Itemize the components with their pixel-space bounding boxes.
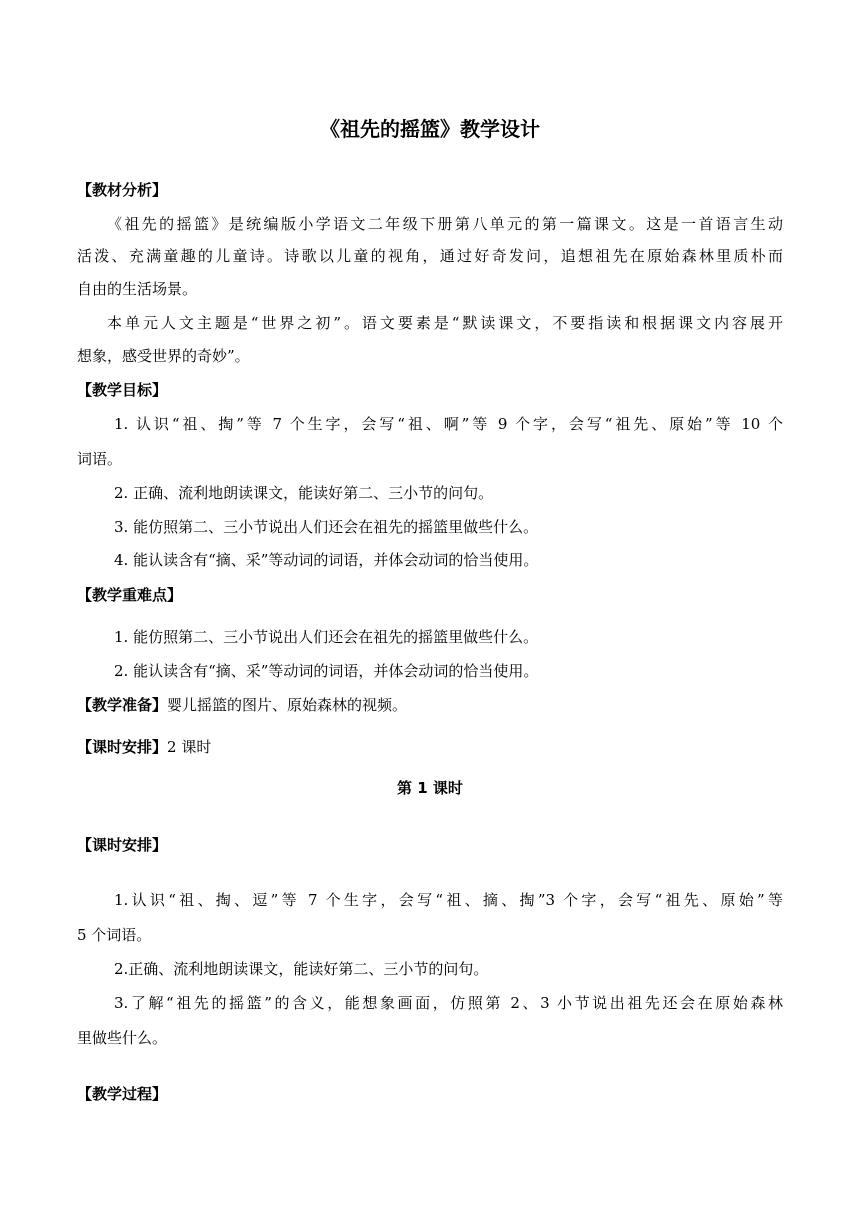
lesson-1-heading-schedule: 【课时安排】 bbox=[77, 836, 168, 854]
analysis-paragraph-2-line-1: 本单元人文主题是“世界之初”。语文要素是“默读课文，不要指读和根据课文内容展开 bbox=[107, 314, 783, 332]
section-heading-prep: 【教学准备】 bbox=[77, 696, 168, 714]
section-heading-keypoints: 【教学重难点】 bbox=[77, 586, 183, 604]
analysis-paragraph-1-line-1: 《祖先的摇篮》是统编版小学语文二年级下册第八单元的第一篇课文。这是一首语言生动 bbox=[107, 215, 783, 233]
lesson-1-item-3-line-2: 里做些什么。 bbox=[77, 1029, 168, 1047]
section-heading-analysis: 【教材分析】 bbox=[77, 181, 168, 199]
section-heading-goals: 【教学目标】 bbox=[77, 381, 168, 399]
document-title: 《祖先的摇篮》教学设计 bbox=[320, 117, 540, 141]
analysis-paragraph-2-line-2: 想象，感受世界的奇妙”。 bbox=[77, 347, 250, 365]
lesson-1-heading-process: 【教学过程】 bbox=[77, 1085, 168, 1103]
lesson-1-item-1-line-1: 1.认识“祖、掏、逗”等 7 个生字，会写“祖、摘、掏”3 个字，会写“祖先、原始”等 bbox=[114, 891, 783, 909]
goal-item-1-line-2: 词语。 bbox=[77, 450, 123, 468]
goal-item-2: 2. 正确、流利地朗读课文，能读好第二、三小节的问句。 bbox=[114, 484, 494, 502]
goal-item-3: 3. 能仿照第二、三小节说出人们还会在祖先的摇篮里做些什么。 bbox=[114, 518, 539, 536]
section-heading-schedule: 【课时安排】 bbox=[77, 738, 168, 756]
schedule-line bbox=[77, 737, 211, 757]
schedule-text: 2 课时 bbox=[167, 738, 212, 756]
keypoint-item-1: 1. 能仿照第二、三小节说出人们还会在祖先的摇篮里做些什么。 bbox=[114, 628, 539, 646]
keypoint-item-2: 2. 能认读含有“摘、采”等动词的词语，并体会动词的恰当使用。 bbox=[114, 662, 539, 680]
lesson-1-item-1-line-2: 5 个词语。 bbox=[77, 926, 152, 944]
lesson-1-item-3-line-1: 3.了解“祖先的摇篮”的含义，能想象画面，仿照第 2、3 小节说出祖先还会在原始森林 bbox=[114, 994, 783, 1012]
goal-item-1-line-1: 1. 认识“祖、掏”等 7 个生字，会写“祖、啊”等 9 个字，会写“祖先、原始”等 10 个 bbox=[114, 415, 783, 433]
prep-line bbox=[77, 695, 407, 715]
lesson-1-item-2: 2.正确、流利地朗读课文，能读好第二、三小节的问句。 bbox=[114, 960, 489, 978]
analysis-paragraph-1-line-2: 活泼、充满童趣的儿童诗。诗歌以儿童的视角，通过好奇发问，追想祖先在原始森林里质朴而 bbox=[77, 247, 783, 265]
lesson-1-title: 第 1 课时 bbox=[397, 779, 463, 797]
analysis-paragraph-1-line-3: 自由的生活场景。 bbox=[77, 280, 198, 298]
goal-item-4: 4. 能认读含有“摘、采”等动词的词语，并体会动词的恰当使用。 bbox=[114, 551, 539, 569]
prep-text: 婴儿摇篮的图片、原始森林的视频。 bbox=[167, 696, 408, 714]
